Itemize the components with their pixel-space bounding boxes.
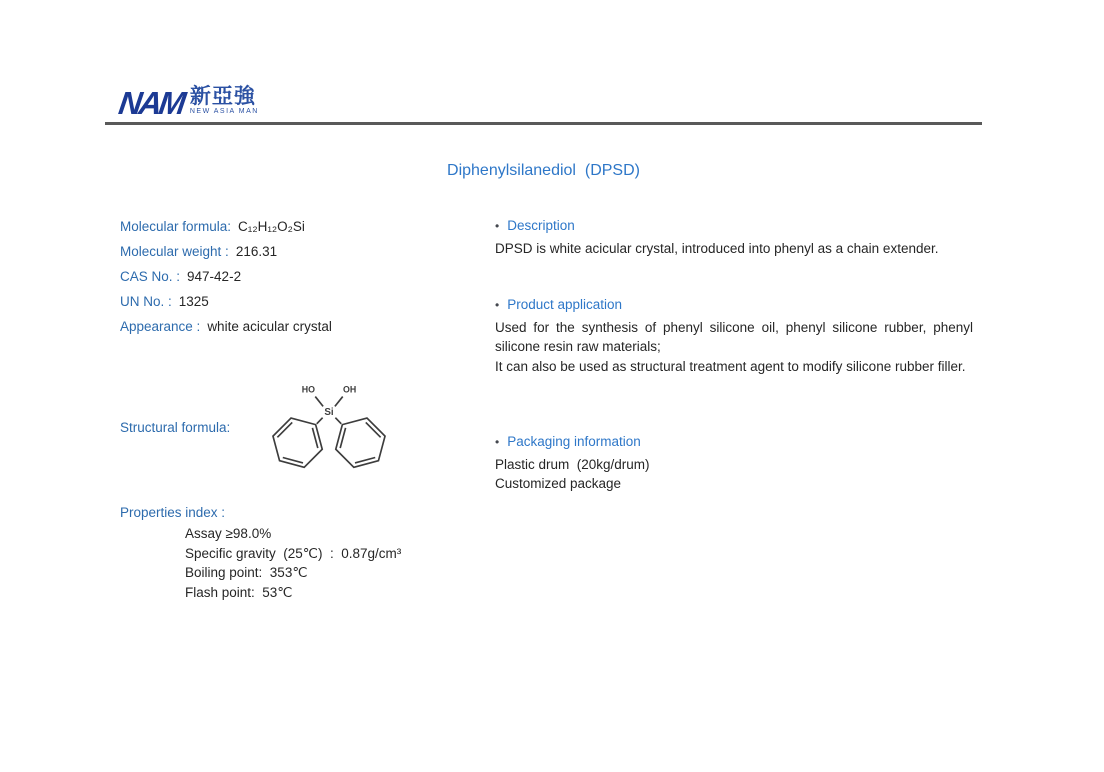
si-atom-label: Si [324,407,334,419]
field-cas-no [120,270,332,284]
section-description [495,217,973,258]
field-value: 1325 [178,294,209,309]
section-header-label: Packaging information [507,434,641,449]
field-molecular-weight [120,245,332,259]
field-value: white acicular crystal [207,319,332,334]
section-paragraph: It can also be used as structural treatment agent to modify silicone rubber filler. [495,358,966,374]
logo-chinese-name: 新亞強 [189,85,256,108]
logo-name-block [190,86,259,116]
section-header [495,217,973,235]
property-assay: Assay ≥98.0% [185,526,272,541]
header-divider [105,122,982,125]
property-boiling-point: Boiling point: 353℃ [185,565,308,580]
field-label: Appearance : [120,319,201,334]
section-packaging-information [495,433,973,494]
ho-group-label: HO [301,384,316,395]
field-molecular-formula [120,220,332,234]
section-paragraph: DPSD is white acicular crystal, introduced into phenyl as a chain extender. [495,241,939,256]
logo-subtitle: NEW ASIA MAN [189,108,259,115]
section-product-application [495,296,973,376]
field-label: CAS No. : [120,269,181,284]
section-header-label: Product application [507,297,623,312]
bullet-icon: • [495,435,500,449]
bullet-icon: • [495,219,500,233]
company-logo [116,85,259,121]
field-appearance [120,320,332,334]
field-label: Molecular formula: [120,219,232,234]
section-paragraph: Plastic drum (20kg/drum) [495,457,650,472]
structural-formula-diagram [260,374,398,478]
property-specific-gravity: Specific gravity (25℃) : 0.87g/cm³ [185,545,402,561]
field-value: C₁₂H₁₂O₂Si [238,219,305,234]
field-un-no [120,295,332,309]
field-label: UN No. : [120,294,172,309]
section-header [495,433,973,451]
section-paragraph: Customized package [495,476,622,492]
field-value: 216.31 [235,244,278,259]
product-identification-fields [120,220,332,345]
structural-formula-label: Structural formula: [120,420,231,435]
section-header [495,296,973,314]
field-value: 947-42-2 [187,269,242,284]
logo-nam-wordmark: NAM [116,85,186,121]
section-paragraph: Used for the synthesis of phenyl silicone oil, phenyl silicone rubber, phenyl silicone resin raw materials; [495,320,973,355]
section-header-label: Description [507,218,575,233]
product-title: Diphenylsilanediol (DPSD) [447,162,640,179]
oh-group-label: OH [342,384,357,395]
field-label: Molecular weight : [120,244,229,259]
bullet-icon: • [495,298,500,312]
properties-index-header: Properties index : [120,505,226,520]
properties-index-list [185,524,401,602]
property-flash-point: Flash point: 53℃ [185,584,293,600]
